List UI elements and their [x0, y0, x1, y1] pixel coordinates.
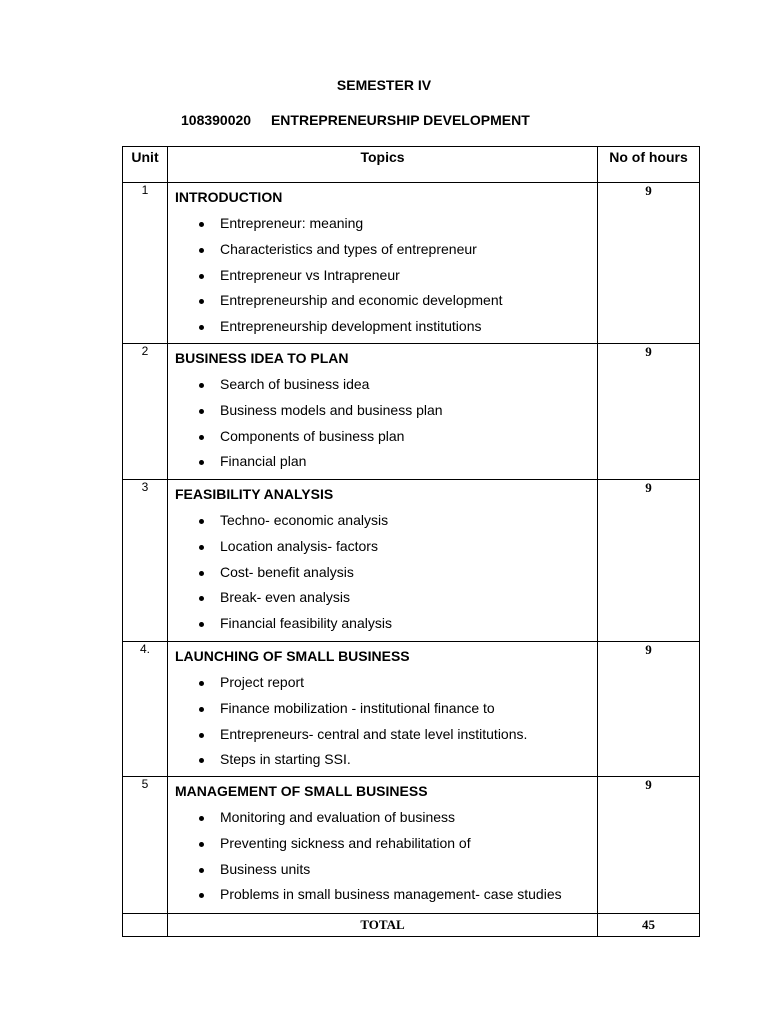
list-item: Search of business idea	[175, 372, 597, 398]
table-row	[123, 183, 700, 344]
list-item: Components of business plan	[175, 424, 597, 450]
hours-cell: 9	[598, 642, 700, 777]
unit-title: BUSINESS IDEA TO PLAN	[175, 350, 349, 366]
list-item: Characteristics and types of entrepreneur	[175, 237, 597, 263]
course-title: ENTREPRENEURSHIP DEVELOPMENT	[270, 112, 530, 128]
unit-number: 3	[123, 480, 168, 642]
list-item: Entrepreneur: meaning	[175, 211, 597, 237]
list-item: Entrepreneurs- central and state level institutions.	[175, 722, 597, 748]
table-row	[123, 642, 700, 777]
total-label: TOTAL	[168, 914, 598, 937]
topic-list	[175, 211, 597, 340]
list-item: Business models and business plan	[175, 398, 597, 424]
list-item: Steps in starting SSI.	[175, 747, 597, 773]
list-item: Problems in small business management- case studies	[175, 882, 597, 908]
list-item: Business units	[175, 857, 597, 883]
total-empty-cell	[123, 914, 168, 937]
hours-cell: 9	[598, 480, 700, 642]
course-code: 108390020	[181, 112, 252, 128]
unit-number: 4.	[123, 642, 168, 777]
topic-list	[175, 670, 597, 773]
list-item: Entrepreneurship and economic development	[175, 288, 597, 314]
list-item: Techno- economic analysis	[175, 508, 597, 534]
hours-cell: 9	[598, 344, 700, 480]
column-header-topics: Topics	[168, 147, 598, 183]
course-heading	[181, 112, 530, 128]
column-header-unit: Unit	[123, 147, 168, 183]
list-item: Finance mobilization - institutional finance to	[175, 696, 597, 722]
list-item: Cost- benefit analysis	[175, 560, 597, 586]
unit-title: INTRODUCTION	[175, 189, 283, 205]
unit-title: FEASIBILITY ANALYSIS	[175, 486, 334, 502]
topic-list	[175, 508, 597, 637]
topic-cell	[168, 480, 598, 642]
unit-title: MANAGEMENT OF SMALL BUSINESS	[175, 783, 428, 799]
hours-cell: 9	[598, 777, 700, 914]
table-row	[123, 480, 700, 642]
topic-cell	[168, 642, 598, 777]
table-row	[123, 777, 700, 914]
syllabus-table	[122, 146, 700, 937]
column-header-hours: No of hours	[598, 147, 700, 183]
hours-cell: 9	[598, 183, 700, 344]
table-row	[123, 344, 700, 480]
list-item: Financial plan	[175, 449, 597, 475]
list-item: Entrepreneur vs Intrapreneur	[175, 263, 597, 289]
topic-list	[175, 805, 597, 908]
semester-heading: SEMESTER IV	[336, 77, 432, 93]
topic-cell	[168, 183, 598, 344]
unit-number: 1	[123, 183, 168, 344]
total-row	[123, 914, 700, 937]
table-header-row	[123, 147, 700, 183]
list-item: Project report	[175, 670, 597, 696]
topic-cell	[168, 777, 598, 914]
list-item: Preventing sickness and rehabilitation of	[175, 831, 597, 857]
unit-number: 2	[123, 344, 168, 480]
total-hours: 45	[598, 914, 700, 937]
list-item: Break- even analysis	[175, 585, 597, 611]
unit-number: 5	[123, 777, 168, 914]
topic-list	[175, 372, 597, 475]
list-item: Financial feasibility analysis	[175, 611, 597, 637]
topic-cell	[168, 344, 598, 480]
unit-title: LAUNCHING OF SMALL BUSINESS	[175, 648, 410, 664]
list-item: Entrepreneurship development institutions	[175, 314, 597, 340]
list-item: Monitoring and evaluation of business	[175, 805, 597, 831]
list-item: Location analysis- factors	[175, 534, 597, 560]
